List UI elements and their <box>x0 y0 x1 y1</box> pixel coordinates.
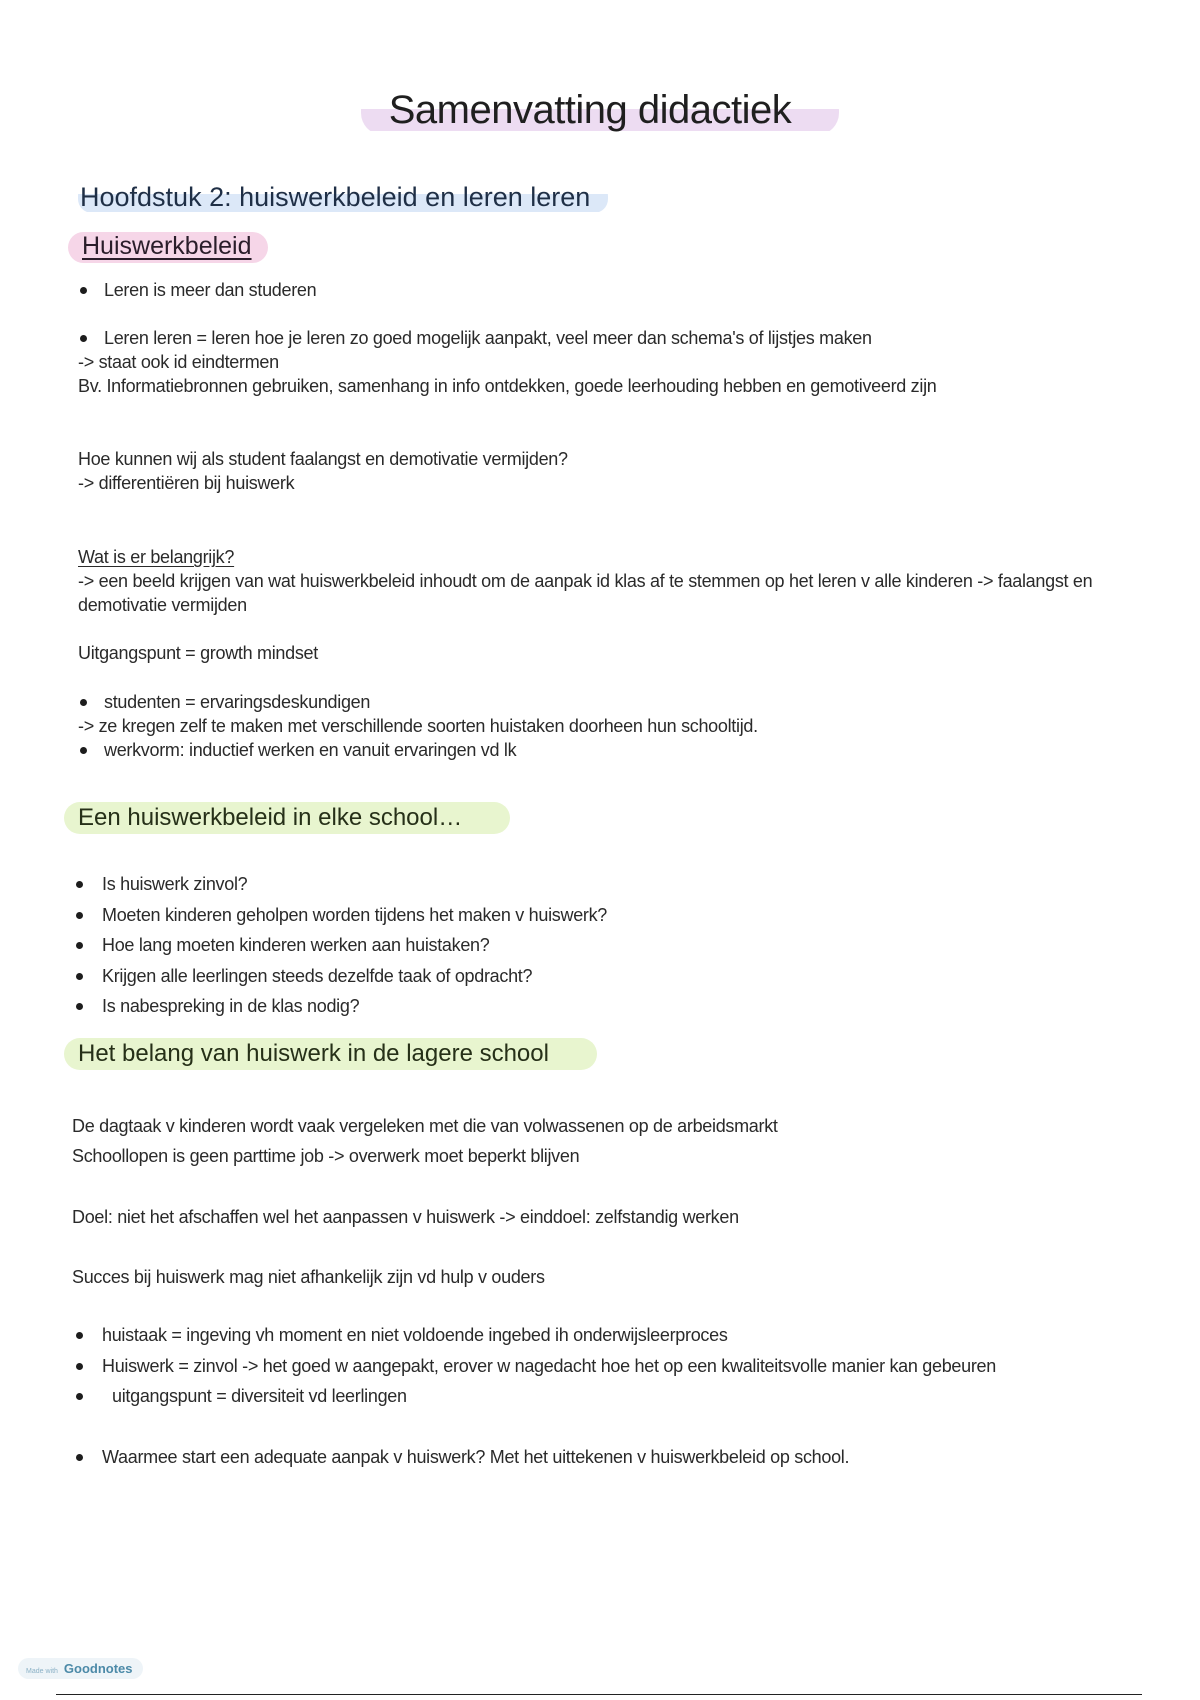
title-text: Samenvatting didactiek <box>361 88 840 135</box>
note-arrow-huistaken: -> ze kregen zelf te maken met verschillende soorten huistaken doorheen hun schooltijd. <box>78 716 758 736</box>
list-item: Is huiswerk zinvol? <box>102 869 607 900</box>
bullet-leren-studeren: Leren is meer dan studeren <box>104 280 317 300</box>
made-with-text: Made with <box>26 1668 58 1675</box>
list-item: Krijgen alle leerlingen steeds dezelfde taak of opdracht? <box>102 961 607 992</box>
section-heading-lagere-school: Het belang van huiswerk in de lagere school <box>64 1038 597 1070</box>
note-growth-mindset: Uitgangspunt = growth mindset <box>78 643 318 663</box>
list-item: uitgangspunt = diversiteit vd leerlingen <box>102 1381 996 1412</box>
list-item: Moeten kinderen geholpen worden tijdens het maken v huiswerk? <box>102 900 607 931</box>
subheading-belangrijk: Wat is er belangrijk? <box>78 547 235 567</box>
note-example: Bv. Informatiebronnen gebruiken, samenhang in info ontdekken, goede leerhouding hebben en gemotiveerd zijn <box>78 376 937 396</box>
paragraph-succes: Succes bij huiswerk mag niet afhankelijk zijn vd hulp v ouders <box>72 1267 545 1287</box>
list-item: Huiswerk = zinvol -> het goed w aangepakt, erover w nagedacht hoe het op een kwaliteitsvolle manier kan gebeuren <box>102 1351 996 1382</box>
chapter-heading: Hoofdstuk 2: huiswerkbeleid en leren leren <box>78 182 608 213</box>
list-item: Hoe lang moeten kinderen werken aan huistaken? <box>102 930 607 961</box>
section-heading-text: Huiswerkbeleid <box>82 232 252 260</box>
page-bottom-divider <box>56 1694 1142 1695</box>
paragraph-belangrijk: -> een beeld krijgen van wat huiswerkbeleid inhoudt om de aanpak id klas af te stemmen op het leren v alle kinderen -> faalangst en demotivatie vermijden <box>78 571 1093 615</box>
paragraph-dagtaak: De dagtaak v kinderen wordt vaak vergeleken met die van volwassenen op de arbeidsmarkt <box>72 1116 778 1136</box>
bullet-leren-leren: Leren leren = leren hoe je leren zo goed mogelijk aanpakt, veel meer dan schema's of lijstjes maken <box>104 328 872 348</box>
section-heading-huiswerkbeleid <box>68 232 268 263</box>
bullet-ervaringsdeskundigen: studenten = ervaringsdeskundigen <box>104 692 371 712</box>
question-faalangst: Hoe kunnen wij als student faalangst en demotivatie vermijden? <box>78 449 568 469</box>
bullet-werkvorm: werkvorm: inductief werken en vanuit ervaringen vd lk <box>104 740 517 760</box>
question-list <box>102 869 607 1022</box>
goodnotes-logo-text: Goodnotes <box>63 1661 133 1676</box>
section-heading-elke-school: Een huiswerkbeleid in elke school… <box>64 802 510 834</box>
final-list <box>102 1442 849 1473</box>
note-arrow-eindtermen: -> staat ook id eindtermen <box>78 352 279 372</box>
paragraph-parttime-job: Schoollopen is geen parttime job -> overwerk moet beperkt blijven <box>72 1146 580 1166</box>
list-item: huistaak = ingeving vh moment en niet voldoende ingebed ih onderwijsleerproces <box>102 1320 996 1351</box>
goodnotes-badge <box>18 1658 143 1679</box>
document-title <box>0 88 1200 135</box>
list-item: Waarmee start een adequate aanpak v huiswerk? Met het uittekenen v huiswerkbeleid op school. <box>102 1442 849 1473</box>
paragraph-doel: Doel: niet het afschaffen wel het aanpassen v huiswerk -> einddoel: zelfstandig werken <box>72 1207 739 1227</box>
list-item: Is nabespreking in de klas nodig? <box>102 991 607 1022</box>
huiswerk-list <box>102 1320 996 1412</box>
answer-differentieren: -> differentiëren bij huiswerk <box>78 473 295 493</box>
